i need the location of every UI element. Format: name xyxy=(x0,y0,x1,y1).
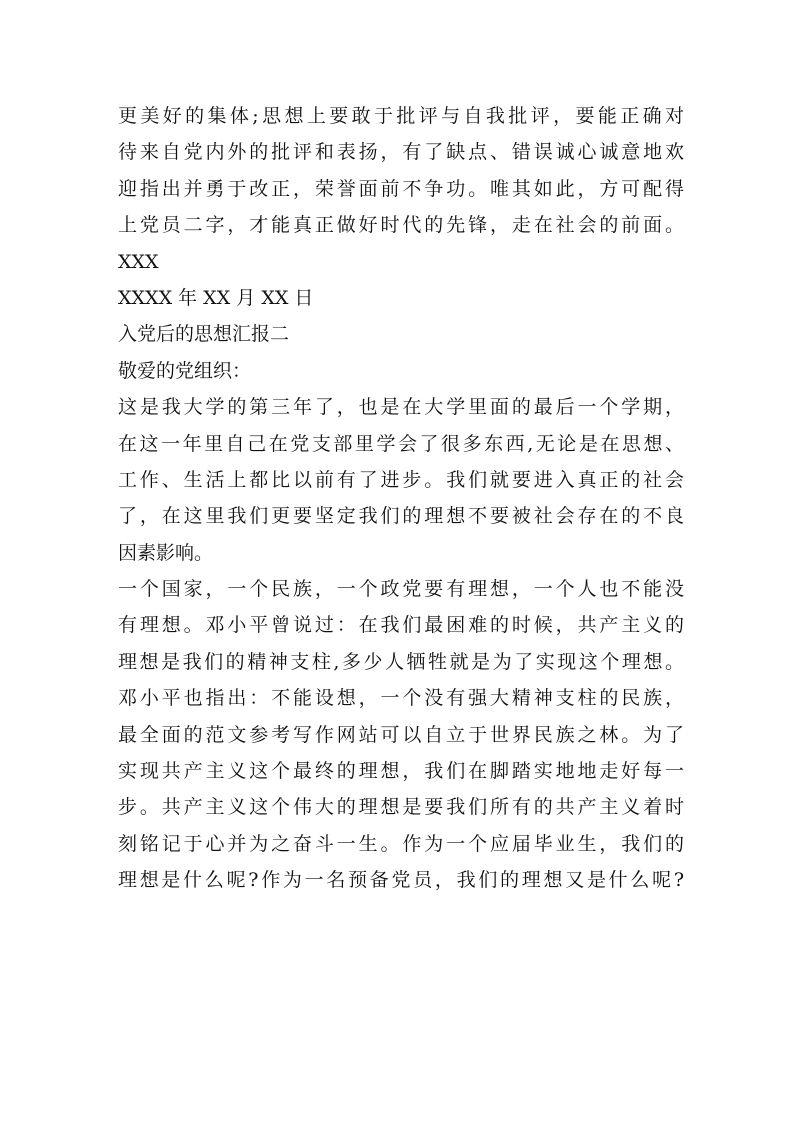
paragraph-line-12: 了，在这里我们更要坚定我们的理想不要被社会存在的不良 xyxy=(118,505,684,528)
paragraph-line-14: 一个国家，一个民族，一个政党要有理想，一个人也不能没 xyxy=(118,578,684,601)
paragraph-line-10: 在这一年里自己在党支部里学会了很多东西,无论是在思想、 xyxy=(118,432,684,455)
paragraph-line-18: 最全面的范文参考写作网站可以自立于世界民族之林。为了 xyxy=(118,723,684,746)
paragraph-line-17: 邓小平也指出：不能设想，一个没有强大精神支柱的民族， xyxy=(118,687,684,710)
paragraph-line-19: 实现共产主义这个最终的理想，我们在脚踏实地地走好每一 xyxy=(118,760,684,783)
paragraph-line-9: 这是我大学的第三年了，也是在大学里面的最后一个学期， xyxy=(118,396,684,419)
paragraph-line-20: 步。共产主义这个伟大的理想是要我们所有的共产主义着时 xyxy=(118,796,684,819)
paragraph-line-16: 理想是我们的精神支柱,多少人牺牲就是为了实现这个理想。 xyxy=(118,650,684,673)
report-title: 入党后的思想汇报二 xyxy=(118,323,290,346)
paragraph-line-4: 上党员二字，才能真正做好时代的先锋，走在社会的前面。 xyxy=(118,214,684,237)
paragraph-line-22: 理想是什么呢?作为一名预备党员，我们的理想又是什么呢? xyxy=(118,869,684,892)
paragraph-line-1: 更美好的集体;思想上要敢于批评与自我批评，要能正确对 xyxy=(118,105,684,127)
paragraph-line-21: 刻铭记于心并为之奋斗一生。作为一个应届毕业生，我们的 xyxy=(118,832,684,855)
paragraph-line-13: 因素影响。 xyxy=(118,541,214,564)
paragraph-line-3: 迎指出并勇于改正，荣誉面前不争功。唯其如此，方可配得 xyxy=(118,177,684,200)
signature-name: XXX xyxy=(118,250,159,273)
paragraph-line-2: 待来自党内外的批评和表扬，有了缺点、错误诚心诚意地欢 xyxy=(118,141,684,164)
signature-date: XXXX 年 XX 月 XX 日 xyxy=(118,286,314,309)
paragraph-line-15: 有理想。邓小平曾说过：在我们最困难的时候，共产主义的 xyxy=(118,614,684,637)
document-body xyxy=(118,98,684,899)
paragraph-line-11: 工作、生活上都比以前有了进步。我们就要进入真正的社会 xyxy=(118,468,684,491)
salutation: 敬爱的党组织： xyxy=(118,359,252,382)
